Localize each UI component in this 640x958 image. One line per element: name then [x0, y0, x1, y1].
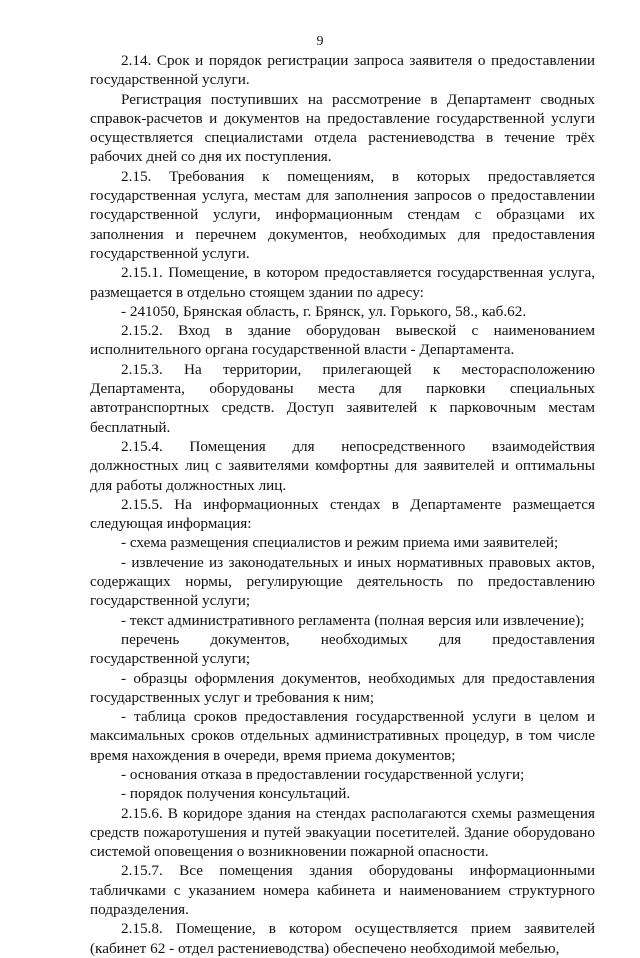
list-item-extract: - извлечение из законодательных и иных нормативных правовых актов, содержащих нормы, регулирующие деятельность по предоставлению государственной услуги; — [90, 553, 595, 610]
paragraph-2-15-6: 2.15.6. В коридоре здания на стендах располагаются схемы размещения средств пожаротушения и путей эвакуации посетителей. Здание оборудовано системой оповещения о возникновении пожарной опасности. — [90, 804, 595, 861]
list-item-deadlines-table: - таблица сроков предоставления государственной услуги в целом и максимальных сроков отдельных административных процедур, в том числе время нахождения в очереди, время приема документов; — [90, 708, 595, 764]
page-number: 9 — [316, 34, 324, 49]
paragraph-2-15-7: 2.15.7. Все помещения здания оборудованы информационными табличками с указанием номера кабинета и наименованием структурного подразделения. — [90, 862, 595, 919]
paragraph-2-15-1: 2.15.1. Помещение, в котором предоставляется государственная услуга, размещается в отдельно стоящем здании по адресу: — [90, 264, 595, 301]
paragraph-2-14: 2.14. Срок и порядок регистрации запроса заявителя о предоставлении государственной услуги. — [90, 52, 595, 89]
paragraph-2-15-4: 2.15.4. Помещения для непосредственного взаимодействия должностных лиц с заявителями комфортны для заявителей и оптимальны для работы должностных лиц. — [90, 437, 595, 494]
paragraph-2-15-3: 2.15.3. На территории, прилегающей к месторасположению Департамента, оборудованы места для парковки специальных автотранспортных средств. Доступ заявителей к парковочным местам бесплатный. — [90, 360, 595, 436]
list-item-scheme: - схема размещения специалистов и режим приема ими заявителей; — [121, 534, 559, 552]
list-item-refusal-grounds: - основания отказа в предоставлении государственной услуги; — [121, 765, 525, 783]
paragraph-2-15-2: 2.15.2. Вход в здание оборудован вывеской с наименованием исполнительного органа государственной власти - Департамента. — [90, 322, 595, 359]
list-item-samples: - образцы оформления документов, необходимых для предоставления государственных услуг и требования к ним; — [90, 669, 595, 706]
list-item-consultation-order: - порядок получения консультаций. — [121, 785, 351, 803]
list-item-regulation-text: - текст административного регламента (полная версия или извлечение); — [121, 611, 585, 629]
paragraph-registration: Регистрация поступивших на рассмотрение в Департамент сводных справок-расчетов и документов на предоставление государственной услуги осуществляется специалистами отдела растениеводства в течение трёх рабочих дней со дня их поступления. — [90, 90, 595, 166]
paragraph-2-15-5: 2.15.5. На информационных стендах в Департаменте размещается следующая информация: — [90, 495, 595, 533]
paragraph-2-15: 2.15. Требования к помещениям, в которых предоставляется государственная услуга, местам для заполнения запросов о предоставлении государственной услуги, информационным стендам с образцами их заполнения и перечнем документов, необходимых для предоставления государственной услуги. — [90, 167, 595, 262]
paragraph-address: - 241050, Брянская область, г. Брянск, ул. Горького, 58., каб.62. — [121, 302, 527, 320]
paragraph-2-15-8: 2.15.8. Помещение, в котором осуществляется прием заявителей (кабинет 62 - отдел растениеводства) обеспечено необходимой мебелью, — [90, 920, 595, 957]
document-body — [90, 51, 595, 958]
list-item-document-list: перечень документов, необходимых для предоставления государственной услуги; — [90, 630, 595, 668]
